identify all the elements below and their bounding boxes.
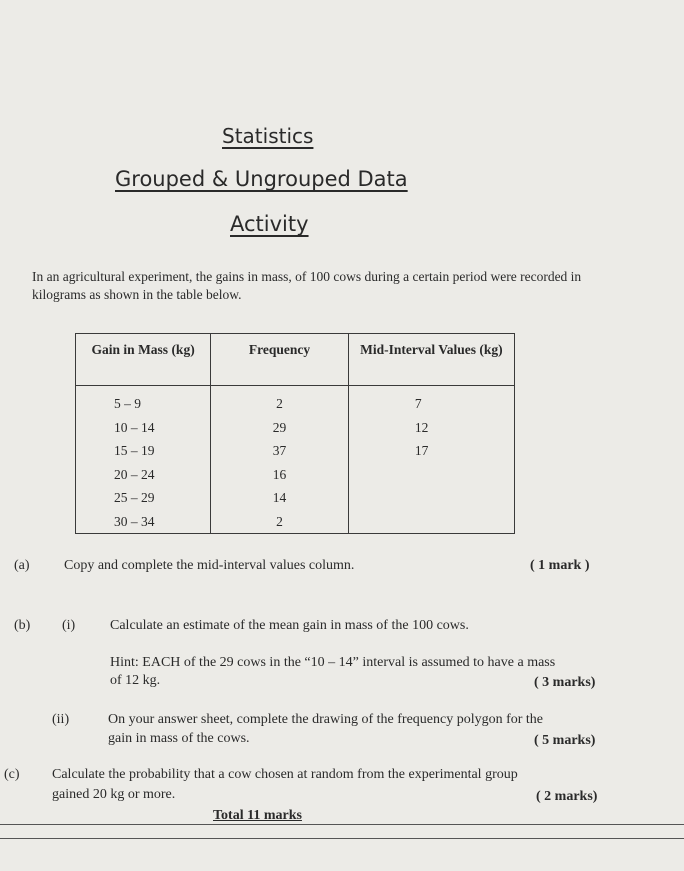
mid-value-cell: [415, 486, 514, 510]
mid-interval-column: [348, 386, 514, 534]
question-c-line-2: gained 20 kg or more.: [52, 787, 176, 802]
frequency-cell: 2: [276, 513, 283, 529]
question-bi-text: Calculate an estimate of the mean gain in mass of the 100 cows.: [110, 618, 469, 633]
header-gain-in-mass: Gain in Mass (kg): [76, 334, 211, 386]
mid-value-cell: 17: [414, 443, 429, 458]
frequency-cell: 37: [272, 443, 287, 458]
hint-line-2: of 12 kg.: [110, 673, 161, 688]
mid-value-cell: 12: [414, 419, 429, 435]
frequency-column: [211, 386, 349, 534]
question-bii-line-1: On your answer sheet, complete the drawing of the frequency polygon for the: [108, 712, 544, 727]
mid-value-cell: 7: [414, 396, 422, 411]
interval-cell: 20 – 24: [114, 466, 155, 482]
question-b-label: (b): [14, 618, 31, 633]
question-c-line-1: Calculate the probability that a cow chosen at random from the experimental group: [52, 767, 518, 782]
question-a-text: Copy and complete the mid-interval values column.: [64, 558, 355, 573]
question-c-marks: ( 2 marks): [536, 789, 598, 804]
question-bi-label: (i): [62, 618, 76, 633]
frequency-table: [75, 333, 515, 529]
question-bii-line-2: gain in mass of the cows.: [108, 731, 250, 746]
question-a-label: (a): [14, 558, 30, 573]
frequency-cell: 2: [276, 396, 283, 411]
page-subtitle: Grouped & Ungrouped Data: [115, 167, 408, 191]
interval-cell: 10 – 14: [114, 419, 155, 435]
interval-column: [76, 386, 211, 534]
mid-value-cell: [415, 510, 514, 534]
hint-line-1: Hint: EACH of the 29 cows in the “10 – 14” interval is assumed to have a mass: [110, 655, 556, 670]
question-bi-marks: ( 3 marks): [534, 675, 596, 690]
interval-cell: 5 – 9: [114, 396, 141, 411]
separator-line: [0, 838, 684, 839]
interval-cell: 25 – 29: [114, 490, 155, 505]
header-mid-interval: Mid-Interval Values (kg): [348, 334, 514, 386]
separator-line: [0, 824, 684, 825]
question-a-marks: ( 1 mark ): [530, 558, 590, 573]
frequency-cell: 14: [272, 490, 287, 505]
question-c-label: (c): [4, 767, 20, 782]
interval-cell: 15 – 19: [114, 443, 155, 458]
section-heading: Activity: [230, 212, 309, 236]
question-bii-marks: ( 5 marks): [534, 733, 596, 748]
intro-paragraph: In an agricultural experiment, the gains in mass, of 100 cows during a certain period were recorded in kilograms as shown in the table below.: [32, 269, 582, 302]
mid-value-cell: [415, 463, 514, 487]
interval-cell: 30 – 34: [114, 513, 155, 529]
question-bii-label: (ii): [52, 712, 70, 727]
page-title: Statistics: [222, 124, 314, 148]
frequency-cell: 29: [272, 419, 287, 435]
total-marks: Total 11 marks: [213, 808, 302, 823]
header-frequency: Frequency: [211, 334, 349, 386]
frequency-cell: 16: [272, 466, 287, 482]
